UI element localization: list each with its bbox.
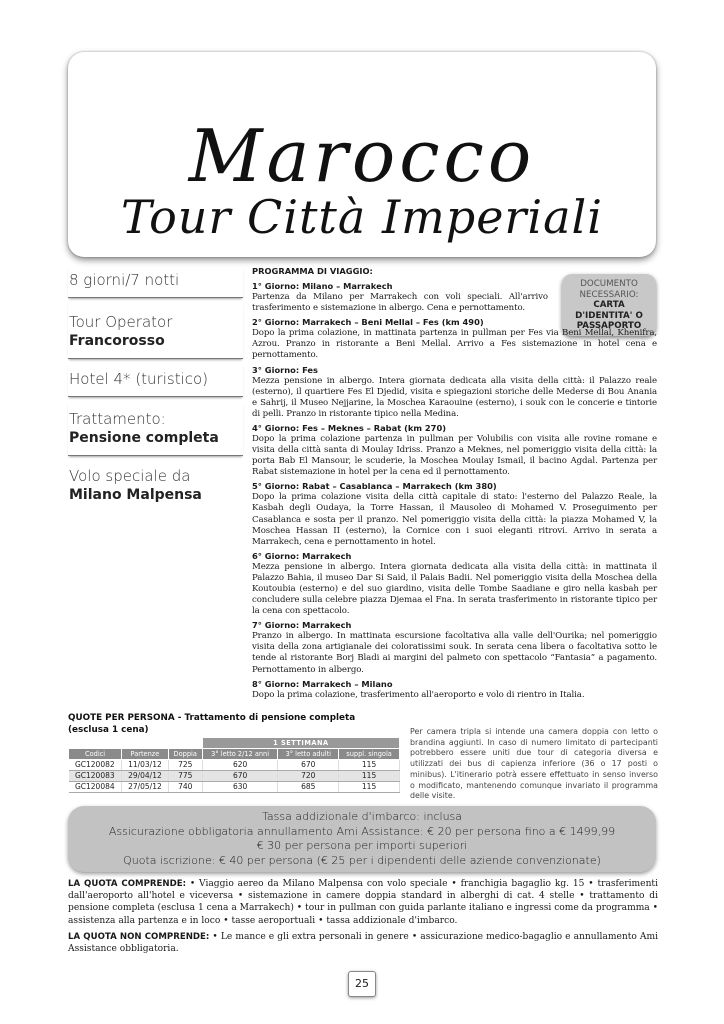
flight-label: Volo speciale da xyxy=(69,467,191,485)
table-cell: 775 xyxy=(168,771,202,782)
day-item xyxy=(252,316,657,361)
day-item xyxy=(252,550,657,617)
table-cell: 720 xyxy=(278,771,339,782)
not-included-section xyxy=(68,931,658,955)
day-title: 3° Giorno: Fes xyxy=(252,364,318,375)
table-cell: 27/05/12 xyxy=(122,782,169,793)
column-header: 3° letto 2/12 anni xyxy=(202,749,278,760)
travel-program xyxy=(252,266,657,703)
day-title: 6° Giorno: Marrakech xyxy=(252,550,352,561)
day-text: Mezza pensione in albergo. Intera giornata dedicata alla visita della città: in mattinata il Palazzo Bahia, il museo Dar Si Said, il Palais Badii. Nel pomeriggio visita della Moschea della Koutoubia (esterno) e del suo giardino, visita delle Tombe Saadiane e giro nella kasbah per concludere sulla celebre piazza Djemaa el Fna. In serata trasferimento in ristorante tipico per la cena con spettacolo. xyxy=(252,561,657,617)
table-cell: 725 xyxy=(168,760,202,771)
table-cell: GC120082 xyxy=(69,760,122,771)
day-title: 7° Giorno: Marrakech xyxy=(252,620,352,631)
day-title: 4° Giorno: Fes – Meknes – Rabat (km 270) xyxy=(252,422,447,433)
title-line-1: Marocco xyxy=(188,114,536,198)
fees-box xyxy=(68,806,656,872)
document-line-1: DOCUMENTO xyxy=(580,279,638,289)
column-header: Doppia xyxy=(168,749,202,760)
duration: 8 giorni/7 notti xyxy=(69,271,180,289)
day-title: 1° Giorno: Milano – Marrakech xyxy=(252,281,393,292)
table-spacer xyxy=(69,738,203,749)
included-label: LA QUOTA COMPRENDE: xyxy=(68,879,187,889)
title-line-2: Tour Città Imperiali xyxy=(121,190,603,244)
table-cell: GC120083 xyxy=(69,771,122,782)
day-title: 5° Giorno: Rabat – Casablanca – Marrakech (km 380) xyxy=(252,481,497,492)
table-cell: 115 xyxy=(339,782,400,793)
page-number: 25 xyxy=(348,971,376,997)
included-text: • Viaggio aereo da Milano Malpensa con volo speciale • franchigia bagaglio kg. 15 • trasferimenti dall'aeroporto all'hotel e viceversa • sistemazione in camere doppia standard in alberghi di cat. 4 stelle • trattamento di pensione completa (esclusa 1 cena a Marrakech) • tour in pullman con guida parlante italiano e ingressi come da programma • assistenza alla partenza e in loco • tasse aeroportuali • tassa addizionale d'imbarco. xyxy=(68,879,658,926)
week-header: 1 SETTIMANA xyxy=(202,738,399,749)
table-row xyxy=(69,771,400,782)
program-heading: PROGRAMMA DI VIAGGIO: xyxy=(252,266,373,276)
duration-block xyxy=(68,266,243,298)
fee-line: Tassa addizionale d'imbarco: inclusa xyxy=(261,810,463,823)
treatment-value: Pensione completa xyxy=(69,430,219,446)
table-row xyxy=(69,760,400,771)
table-cell: 115 xyxy=(339,771,400,782)
document-line-2: NECESSARIO: xyxy=(579,289,639,300)
column-header: Partenze xyxy=(122,749,169,760)
day-text: Dopo la prima colazione partenza in pullman per Volubilis con visita alle rovine romane e visita della città santa di Moulay Idriss. Pranzo a Meknes, nel pomeriggio visita della città: la porta Bab El Mansour, le scuderie, la Moschea Moulay Ismail, il bacino Agdal. Partenza per Rabat sistemazione in hotel per la cena ed il pernottamento. xyxy=(252,433,657,478)
treatment-block xyxy=(68,401,243,456)
day-item xyxy=(252,480,657,547)
title-banner xyxy=(68,52,656,257)
fee-line: Assicurazione obbligatoria annullamento Ami Assistance: € 20 per persona fino a € 1499,99 xyxy=(108,824,616,838)
table-cell: 740 xyxy=(168,782,202,793)
document-line-4: D'IDENTITA' O xyxy=(575,310,643,321)
day-item xyxy=(252,364,657,420)
operator-label: Tour Operator xyxy=(69,313,173,331)
day-text: Dopo la prima colazione, trasferimento all'aeroporto e volo di rientro in Italia. xyxy=(252,689,585,700)
day-title: 2° Giorno: Marrakech – Beni Mellal – Fes (km 490) xyxy=(252,317,484,328)
day-text: Dopo la prima colazione visita della città capitale di stato: l'esterno del Palazzo Reale, la Kasbah degli Oudaya, la Torre Hassan, il Mausoleo di Mohamed V. Proseguimento per Casablanca e sosta per il pranzo. Nel pomeriggio visita della città: la piazza Mohamed V, la Moschea Hassan II (esterno), la Cornice con i suoi eleganti ritrovi. Arrivo in serata a Marrakech, cena e pernottamento in hotel. xyxy=(252,492,657,547)
day-title: 8° Giorno: Marrakech – Milano xyxy=(252,678,393,689)
fee-line: Quota iscrizione: € 40 per persona (€ 25 per i dipendenti delle aziende convenzionate) xyxy=(123,853,601,867)
table-cell: 670 xyxy=(278,760,339,771)
day-item xyxy=(252,422,657,478)
hotel-block xyxy=(68,363,243,397)
notes-text: Per camera tripla si intende una camera doppia con letto o brandina aggiunti. In caso di numero limitato di partecipanti potrebbero essere uniti due tour di categoria diversa e utilizzati dei bus di capienza inferiore (36 o 17 posti o minibus). L'itinerario potrà essere effettuato in senso inverso o modificato, mantenendo comunque invariato il programma delle visite. xyxy=(410,727,658,801)
table-cell: 685 xyxy=(278,782,339,793)
not-included-label: LA QUOTA NON COMPRENDE: xyxy=(68,932,210,942)
day-item xyxy=(252,619,657,675)
table-cell: 115 xyxy=(339,760,400,771)
table-cell: 670 xyxy=(202,771,278,782)
column-header: suppl. singola xyxy=(339,749,400,760)
price-table xyxy=(68,737,400,793)
quotes-heading: QUOTE PER PERSONA - Trattamento di pensione completa (esclusa 1 cena) xyxy=(68,713,356,735)
trip-summary-sidebar xyxy=(68,266,243,505)
day-item xyxy=(252,678,657,701)
operator-value: Francorosso xyxy=(69,333,165,349)
table-cell: 620 xyxy=(202,760,278,771)
document-line-5: PASSAPORTO xyxy=(576,321,642,331)
included-section xyxy=(68,878,658,927)
day-text: Dopo la prima colazione, in mattinata partenza in pullman per Fes via Beni Mellal, Khenifra, Azrou. Pranzo in ristorante a Beni Mellal. Arrivo a Fes sistemazione in hotel cena e pernottamento. xyxy=(252,328,657,361)
day-text: Pranzo in albergo. In mattinata escursione facoltativa alla valle dell'Ourika; nel pomeriggio visita della zona artigianale dei coloratissimi souk. In serata cena libera o facoltativa sotto le tende al ristorante Borj Bladi ai margini del palmeto con spettacolo “Fantasia” a pagamento. Pernottamento in albergo. xyxy=(252,631,657,675)
table-row xyxy=(69,782,400,793)
table-cell: GC120084 xyxy=(69,782,122,793)
day-text: Partenza da Milano per Marrakech con voli speciali. All'arrivo trasferimento e sistemazione in albergo. Cena e pernottamento. xyxy=(252,292,548,314)
column-header: Codici xyxy=(69,749,122,760)
table-cell: 11/03/12 xyxy=(122,760,169,771)
flight-block xyxy=(68,460,243,505)
hotel: Hotel 4* (turistico) xyxy=(69,370,209,388)
operator-block xyxy=(68,302,243,359)
document-line-3: CARTA xyxy=(593,300,625,310)
table-cell: 630 xyxy=(202,782,278,793)
day-text: Mezza pensione in albergo. Intera giornata dedicata alla visita della città: il Palazzo reale (esterno), il quartiere Fes El Djedid, visita e spiegazioni storiche delle Mederse di Bou Anania e Sahrij, il Museo Nejjarine, la Moschea Karaouine (esterno), i souk con le concerie e tintorie di pelli. Pranzo in ristorante tipico nella Medina. xyxy=(252,375,657,419)
flight-value: Milano Malpensa xyxy=(69,487,202,503)
table-cell: 29/04/12 xyxy=(122,771,169,782)
treatment-label: Trattamento: xyxy=(69,410,166,428)
not-included-text: • Le mance e gli extra personali in genere • assicurazione medico-bagaglio e annullamento Ami Assistance obbligatoria. xyxy=(68,932,659,955)
day-item xyxy=(252,280,657,314)
fee-line: € 30 per persona per importi superiori xyxy=(256,839,468,853)
column-header: 3° letto adulti xyxy=(278,749,339,760)
